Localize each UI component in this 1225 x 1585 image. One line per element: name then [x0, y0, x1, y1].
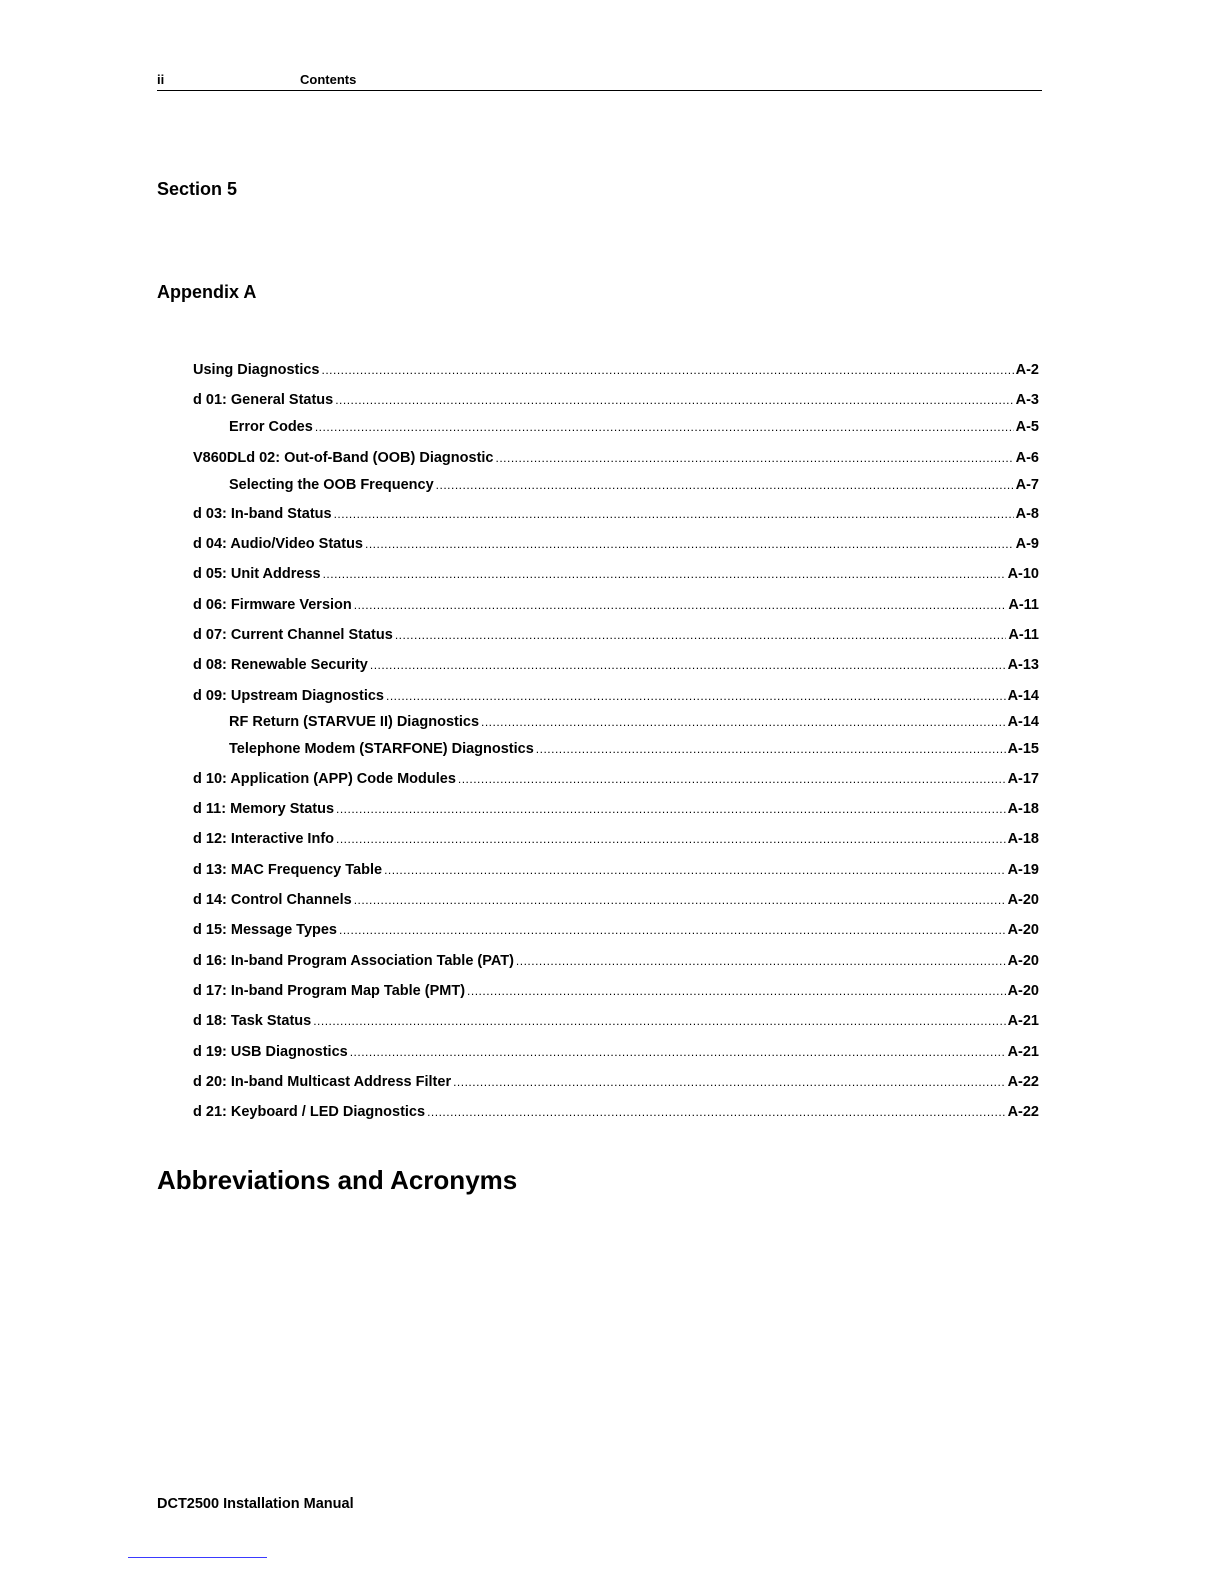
toc-dot-leader: [458, 772, 1006, 786]
toc-entry-title: d 18: Task Status: [193, 1013, 312, 1029]
toc-entry-page: A-22: [1007, 1074, 1039, 1090]
toc-entry[interactable]: [193, 922, 1039, 942]
toc-entry[interactable]: [193, 450, 1039, 470]
toc-entry-page: A-19: [1007, 862, 1039, 878]
toc-entry-title: d 06: Firmware Version: [193, 597, 352, 613]
toc-entry-page: A-7: [1015, 477, 1039, 493]
toc-dot-leader: [313, 1014, 1005, 1028]
toc-dot-leader: [453, 1075, 1005, 1089]
toc-entry-page: A-11: [1008, 597, 1039, 613]
toc-entry[interactable]: [193, 597, 1039, 617]
toc-dot-leader: [336, 832, 1006, 846]
toc-entry-page: A-20: [1007, 892, 1039, 908]
toc-entry-page: A-9: [1015, 536, 1039, 552]
toc-dot-leader: [427, 1105, 1006, 1119]
toc-entry-page: A-3: [1015, 392, 1039, 408]
toc-dot-leader: [322, 363, 1014, 377]
footer-link-underline: [128, 1557, 267, 1558]
toc-entry-title: d 03: In-band Status: [193, 506, 332, 522]
toc-entry-title: Selecting the OOB Frequency: [229, 477, 434, 493]
toc-entry-page: A-18: [1007, 801, 1039, 817]
toc-entry-title: d 05: Unit Address: [193, 566, 321, 582]
toc-entry-title: d 01: General Status: [193, 392, 334, 408]
toc-dot-leader: [365, 537, 1014, 551]
toc-dot-leader: [395, 628, 1007, 642]
toc-entry[interactable]: [193, 1013, 1039, 1033]
toc-dot-leader: [354, 893, 1006, 907]
toc-entry-title: d 17: In-band Program Map Table (PMT): [193, 983, 466, 999]
toc-dot-leader: [370, 658, 1006, 672]
toc-entry-title: d 11: Memory Status: [193, 801, 335, 817]
toc-dot-leader: [315, 420, 1014, 434]
toc-entry[interactable]: [229, 419, 1039, 439]
toc-dot-leader: [350, 1045, 1006, 1059]
toc-entry[interactable]: [193, 1074, 1039, 1094]
toc-entry-title: d 20: In-band Multicast Address Filter: [193, 1074, 452, 1090]
toc-entry-title: d 10: Application (APP) Code Modules: [193, 771, 456, 787]
toc-entry-page: A-20: [1007, 983, 1039, 999]
toc-entry[interactable]: [229, 741, 1039, 761]
toc-dot-leader: [536, 742, 1006, 756]
toc-entry[interactable]: [229, 477, 1039, 497]
toc-dot-leader: [354, 598, 1007, 612]
toc-entry-title: d 19: USB Diagnostics: [193, 1044, 348, 1060]
toc-entry-page: A-21: [1007, 1044, 1039, 1060]
toc-entry-page: A-14: [1007, 688, 1039, 704]
toc-entry-title: V860DLd 02: Out-of-Band (OOB) Diagnostic: [193, 450, 494, 466]
toc-entry-page: A-20: [1007, 953, 1039, 969]
page-number: ii: [157, 72, 165, 87]
toc-entry[interactable]: [193, 657, 1039, 677]
toc-entry-page: A-17: [1007, 771, 1039, 787]
toc-dot-leader: [467, 984, 1006, 998]
abbreviations-heading: Abbreviations and Acronyms: [157, 1165, 518, 1195]
toc-entry[interactable]: [193, 1044, 1039, 1064]
toc-dot-leader: [336, 802, 1006, 816]
toc-dot-leader: [339, 923, 1006, 937]
toc-entry[interactable]: [193, 566, 1039, 586]
toc-dot-leader: [481, 715, 1006, 729]
toc-dot-leader: [386, 689, 1006, 703]
toc-entry-page: A-6: [1015, 450, 1039, 466]
toc-entry[interactable]: [193, 831, 1039, 851]
toc-entry[interactable]: [229, 714, 1039, 734]
toc-entry[interactable]: [193, 688, 1039, 708]
toc-entry-page: A-2: [1015, 362, 1039, 378]
toc-entry-page: A-22: [1007, 1104, 1039, 1120]
footer-title: DCT2500 Installation Manual: [157, 1496, 354, 1512]
toc-entry-page: A-5: [1015, 419, 1039, 435]
toc-dot-leader: [516, 954, 1006, 968]
toc-entry[interactable]: [193, 771, 1039, 791]
toc-entry-page: A-14: [1007, 714, 1039, 730]
toc-dot-leader: [496, 451, 1014, 465]
toc-entry-page: A-10: [1007, 566, 1039, 582]
toc-entry-page: A-20: [1007, 922, 1039, 938]
toc-entry[interactable]: [193, 801, 1039, 821]
toc-entry[interactable]: [193, 536, 1039, 556]
toc-entry[interactable]: [193, 983, 1039, 1003]
toc-entry[interactable]: [193, 1104, 1039, 1124]
toc-entry-page: A-18: [1007, 831, 1039, 847]
toc-entry-title: d 16: In-band Program Association Table (PAT): [193, 953, 514, 969]
toc-entry[interactable]: [193, 892, 1039, 912]
section-5-heading: Section 5: [157, 179, 238, 199]
page-header: [157, 72, 1042, 91]
toc-entry-title: d 09: Upstream Diagnostics: [193, 688, 384, 704]
toc-dot-leader: [323, 567, 1006, 581]
toc-entry[interactable]: [193, 392, 1039, 412]
header-title: Contents: [300, 72, 357, 87]
toc-entry-title: Using Diagnostics: [193, 362, 320, 378]
toc-entry[interactable]: [193, 862, 1039, 882]
toc-entry-page: A-11: [1008, 627, 1039, 643]
toc-entry[interactable]: [193, 506, 1039, 526]
toc-entry-title: d 15: Message Types: [193, 922, 337, 938]
toc-entry-title: d 14: Control Channels: [193, 892, 352, 908]
toc-entry-title: Telephone Modem (STARFONE) Diagnostics: [229, 741, 534, 757]
toc-entry[interactable]: [193, 362, 1039, 382]
toc-entry-page: A-13: [1007, 657, 1039, 673]
toc-entry-title: d 04: Audio/Video Status: [193, 536, 363, 552]
toc-entry-page: A-15: [1007, 741, 1039, 757]
toc-dot-leader: [334, 507, 1014, 521]
appendix-a-heading: Appendix A: [157, 282, 257, 302]
toc-entry[interactable]: [193, 627, 1039, 647]
toc-entry-page: A-21: [1007, 1013, 1039, 1029]
toc-entry-title: d 08: Renewable Security: [193, 657, 368, 673]
toc-dot-leader: [436, 478, 1014, 492]
toc-entry-title: d 21: Keyboard / LED Diagnostics: [193, 1104, 426, 1120]
toc-dot-leader: [335, 393, 1013, 407]
toc-entry-title: RF Return (STARVUE II) Diagnostics: [229, 714, 480, 730]
toc-entry-title: d 13: MAC Frequency Table: [193, 862, 383, 878]
toc-entry-title: d 12: Interactive Info: [193, 831, 335, 847]
toc-dot-leader: [384, 863, 1005, 877]
toc-entry-title: d 07: Current Channel Status: [193, 627, 393, 643]
toc-entry-page: A-8: [1015, 506, 1039, 522]
toc-entry[interactable]: [193, 953, 1039, 973]
toc-entry-title: Error Codes: [229, 419, 313, 435]
